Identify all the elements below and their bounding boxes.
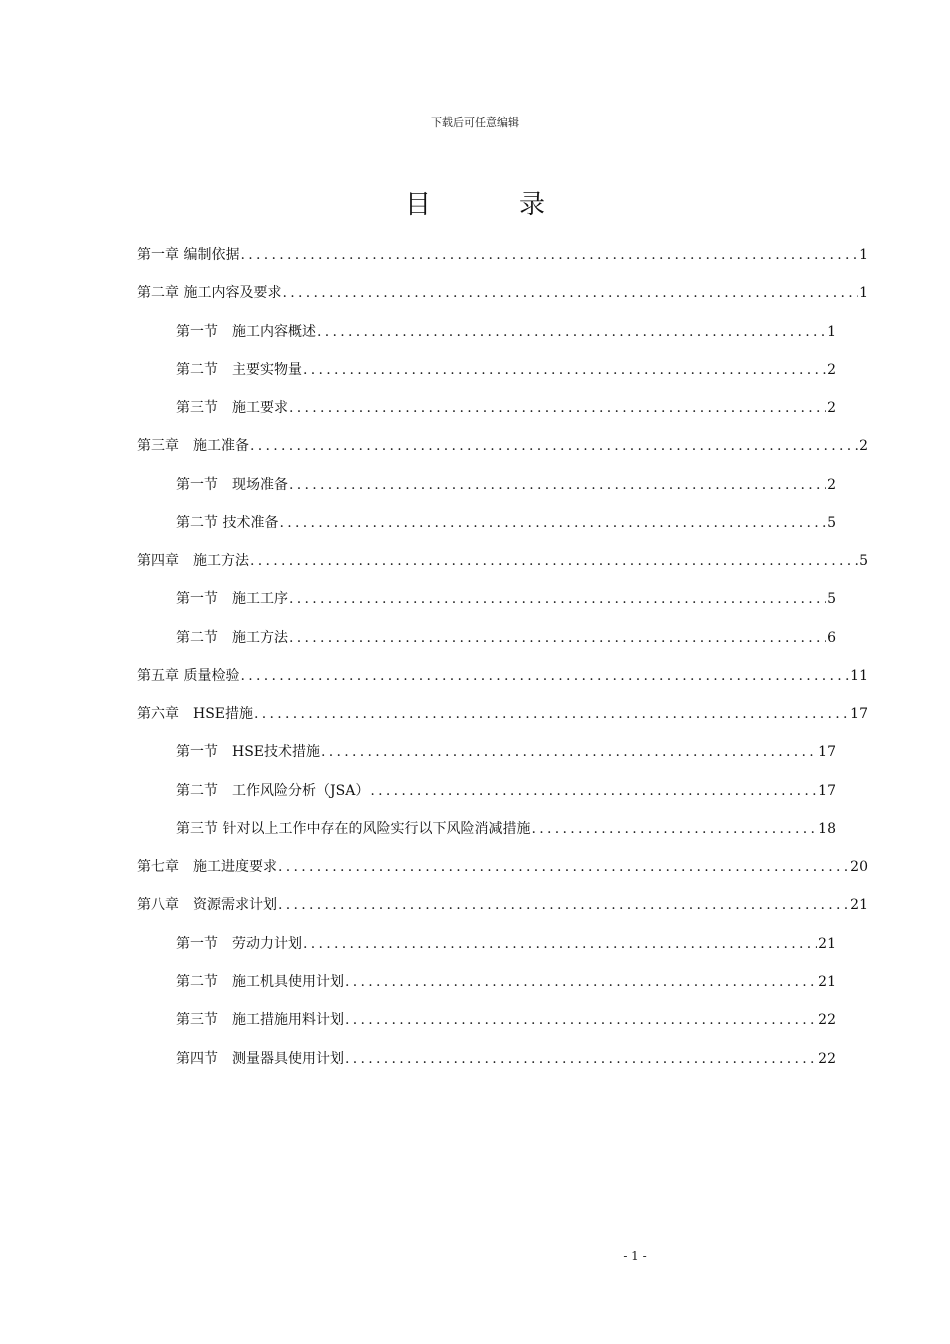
toc-entry-section[interactable]: 第四节 测量器具使用计划 ..... 22 [176, 1048, 836, 1070]
toc-entry-chapter-5[interactable]: 第五章 质量检验 ..... 11 [137, 665, 868, 687]
toc-page-number: 2 [827, 477, 836, 493]
page-header: 下载后可任意编辑 [431, 116, 519, 129]
leader-dots [370, 780, 817, 802]
toc-page-number: 2 [827, 400, 836, 416]
toc-page-number: 21 [850, 897, 868, 913]
leader-dots [240, 244, 858, 266]
toc-page-number: 11 [850, 668, 868, 684]
toc-entry-section[interactable]: 第二节 施工机具使用计划 ..... 21 [176, 971, 836, 993]
toc-entry-section[interactable]: 第三节 针对以上工作中存在的风险实行以下风险消减措施 ..... 18 [176, 818, 836, 840]
toc-entry-section[interactable]: 第一节 施工工序 ..... 5 [176, 588, 836, 610]
toc-page-number: 5 [859, 553, 868, 569]
leader-dots [289, 474, 826, 496]
toc-entry-section[interactable]: 第三节 施工措施用料计划 ..... 22 [176, 1009, 836, 1031]
toc-entry-chapter-2[interactable]: 第二章 施工内容及要求 ..... 1 [137, 282, 868, 304]
toc-page-number: 1 [859, 285, 868, 301]
toc-entry-section[interactable]: 第二节 技术准备 ..... 5 [176, 512, 836, 534]
leader-dots [289, 588, 826, 610]
toc-page-number: 21 [818, 974, 836, 990]
toc-entry-chapter-7[interactable]: 第七章 施工进度要求 ..... 20 [137, 856, 868, 878]
toc-entry-chapter-3[interactable]: 第三章 施工准备 ..... 2 [137, 435, 868, 457]
toc-page-number: 1 [827, 324, 836, 340]
leader-dots [345, 1009, 817, 1031]
toc-entry-section[interactable]: 第三节 施工要求 ..... 2 [176, 397, 836, 419]
toc-title-char-1: 目 [404, 190, 431, 220]
page-footer-number: - 1 - [623, 1249, 647, 1263]
toc-entry-section[interactable]: 第二节 工作风险分析（JSA） ..... 17 [176, 780, 836, 802]
toc-page-number: 5 [827, 591, 836, 607]
toc-page-number: 5 [827, 515, 836, 531]
toc-page-number: 17 [818, 744, 836, 760]
toc-entry-section[interactable]: 第一节 施工内容概述 ..... 1 [176, 321, 836, 343]
toc-entry-section[interactable]: 第一节 HSE技术措施 ..... 17 [176, 741, 836, 763]
leader-dots [303, 933, 817, 955]
toc-page-number: 1 [859, 247, 868, 263]
toc-entry-chapter-4[interactable]: 第四章 施工方法 ..... 5 [137, 550, 868, 572]
toc-page-number: 21 [818, 936, 836, 952]
leader-dots [254, 703, 849, 725]
leader-dots [250, 435, 858, 457]
toc-page-number: 17 [850, 706, 868, 722]
toc-page-number: 2 [859, 438, 868, 454]
leader-dots [531, 818, 817, 840]
toc-entry-section[interactable]: 第二节 施工方法 ..... 6 [176, 627, 836, 649]
toc-title [0, 184, 950, 221]
toc-page-number: 2 [827, 362, 836, 378]
leader-dots [282, 282, 858, 304]
leader-dots [317, 321, 826, 343]
toc-entry-section[interactable]: 第二节 主要实物量 ..... 2 [176, 359, 836, 381]
leader-dots [240, 665, 849, 687]
toc-entry-chapter-8[interactable]: 第八章 资源需求计划 ..... 21 [137, 894, 868, 916]
leader-dots [303, 359, 826, 381]
leader-dots [278, 894, 849, 916]
leader-dots [289, 397, 826, 419]
toc-page-number: 6 [827, 630, 836, 646]
leader-dots [278, 856, 849, 878]
toc-page-number: 18 [818, 821, 836, 837]
toc-page-number: 20 [850, 859, 868, 875]
leader-dots [345, 971, 817, 993]
toc-page-number: 17 [818, 783, 836, 799]
leader-dots [289, 627, 826, 649]
toc-entry-chapter-6[interactable]: 第六章 HSE措施 ..... 17 [137, 703, 868, 725]
toc-entry-section[interactable]: 第一节 劳动力计划 ..... 21 [176, 933, 836, 955]
leader-dots [279, 512, 826, 534]
toc-entry-section[interactable]: 第一节 现场准备 ..... 2 [176, 474, 836, 496]
toc-entry-chapter-1[interactable]: 第一章 编制依据 ..... 1 [137, 244, 868, 266]
leader-dots [345, 1048, 817, 1070]
toc-title-char-2: 录 [519, 190, 546, 220]
leader-dots [250, 550, 858, 572]
toc-page-number: 22 [818, 1012, 836, 1028]
leader-dots [321, 741, 817, 763]
toc-page-number: 22 [818, 1051, 836, 1067]
